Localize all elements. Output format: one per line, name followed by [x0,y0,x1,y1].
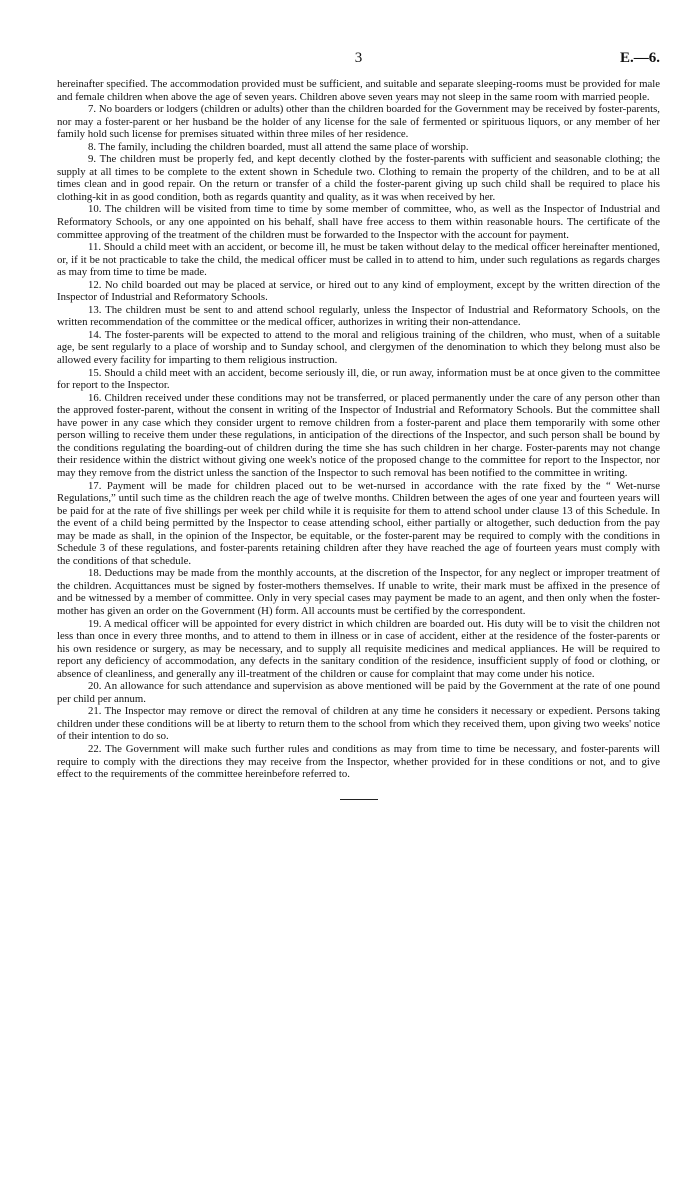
clause-17: 17. Payment will be made for children placed out to be wet-nursed in accordance with the rate fixed by the “ Wet-nurse Regulations,” until such time as the children reach the age of twelve months. Children between the ages of one year and fourteen years will be paid for at the rate of five shillings per week per child while it is requisite for them to attend school under clause 13 of this Schedule. In the event of a child being permitted by the Inspector to cease attending school, either partially or altogether, such deduction from the pay may be made as shall, in the opinion of the Inspector, be equitable, or the foster-parent may be required to comply with the conditions in Schedule 3 of these regulations, and foster-parents retaining children after they have reached the age of fourteen years must comply with the conditions of that schedule. [57,479,660,567]
clause-20: 20. An allowance for such attendance and supervision as above mentioned will be paid by the Government at the rate of one pound per child per annum. [57,680,660,705]
clause-14: 14. The foster-parents will be expected to attend to the moral and religious training of the children, who must, when of a suitable age, be sent regularly to a place of worship and to Sunday school, and clergymen of the denomination to which they belong must also be allowed every facility for imparting to them religious instruction. [57,328,660,367]
clause-9: 9. The children must be properly fed, and kept decently clothed by the foster-parents with sufficient and seasonable clothing; the supply at all times to be complete to the extent shown in Schedule two. Clothing to remain the property of the children, and to be at all times clean and in good repair. On the return or transfer of a child the foster-parent giving up such child shall be required to place his clothing-kit in as good condition, both as regards quantity and quality, as it was when received by her. [57,153,660,203]
clause-12: 12. No child boarded out may be placed at service, or hired out to any kind of employment, except by the written direction of the Inspector of Industrial and Reformatory Schools. [57,278,660,304]
clause-16: 16. Children received under these conditions may not be transferred, or placed permanently under the care of any person other than the approved foster-parent, without the consent in writing of the Inspector of Industrial and Reformatory Schools. But the committee shall have power in any case which they consider urgent to remove children from a foster-parent and place them temporarily with some other person willing to receive them under these regulations, in anticipation of the directions of the Inspector, and such person shall be bound by the conditions regulating the boarding-out of children during the time she has such children in her charge. Foster-parents may not change their residence within the district without giving one week's notice of the proposed change to the committee for report to the Inspector, nor may they remove from the district unless the sanction of the Inspector to such removal has been notified to the committee in writing. [57,391,660,479]
clause-22: 22. The Government will make such further rules and conditions as may from time to time be necessary, and foster-parents will require to comply with the directions they may receive from the Inspector, whether provided for in these conditions or not, and to give effect to the requirements of the committee hereinbefore referred to. [57,742,660,781]
clause-11: 11. Should a child meet with an accident, or become ill, he must be taken without delay to the medical officer hereinafter mentioned, or, if it be not practicable to take the child, the medical officer must be called in to attend to him, under such regulations as regards charges as may from time to time be made. [57,241,660,279]
clause-8: 8. The family, including the children boarded, must all attend the same place of worship. [88,140,469,153]
clause-18: 18. Deductions may be made from the monthly accounts, at the discretion of the Inspector, for any neglect or improper treatment of the children. Acquittances must be signed by foster-mothers themselves. If unable to write, their mark must be affixed in the presence of and be witnessed by a member of committee. Only in very special cases may payment be made to an agent, and then only when the foster-mother has given an order on the Government (H) form. All accounts must be certified by the correspondent. [57,567,660,617]
page-number: 3 [354,50,363,66]
clause-13: 13. The children must be sent to and attend school regularly, unless the Inspector of Industrial and Reformatory Schools, on the written recommendation of the committee or the medical officer, authorizes in writing their non-attendance. [57,303,660,329]
clause-10: 10. The children will be visited from time to time by some member of committee, who, as well as the Inspector of Industrial and Reformatory Schools, or any one appointed on his behalf, shall have free access to them within reasonable hours. The certificate of the committee approving of the treatment of the children must be forwarded to the Inspector with the account for payment. [57,203,660,241]
document-body [57,78,660,781]
clause-21: 21. The Inspector may remove or direct the removal of children at any time he considers it necessary or expedient. Persons taking children under these conditions will be at liberty to return them to the school from which they received them, upon giving two weeks' notice of their intention to do so. [57,705,660,743]
clause-7: 7. No boarders or lodgers (children or adults) other than the children boarded for the Government may be received by foster-parents, nor may a foster-parent or her husband be the holder of any license for the sale of fermented or spirituous liquors, or any member of her family hold such license for premises situated within three miles of her residence. [57,103,660,141]
clause-15: 15. Should a child meet with an accident, become seriously ill, die, or run away, information must be at once given to the committee for report to the Inspector. [57,366,660,392]
page-header [57,50,660,78]
paragraph-continuation: hereinafter specified. The accommodation provided must be sufficient, and suitable and separate sleeping-rooms must be provided for male and female children when above the age of seven years. Children above seven years may not sleep in the same room with married people. [57,78,660,103]
closing-rule [340,799,378,800]
document-reference: E.—6. [619,50,660,66]
clause-19: 19. A medical officer will be appointed for every district in which children are boarded out. His duty will be to visit the children not less than once in every three months, and to attend to them in illness or in case of accident, either at the residence of the foster-parents or his own residence or surgery, as may be necessary, and to supply all requisite medicines and medical appliances. He will be required to report any deficiency of accommodation, any defects in the sanitary condition of the residence, insufficient supply of food or clothing, or absence of cleanliness, and generally any ill-treatment of the children or cause for complaint that may come under his notice. [57,617,660,680]
